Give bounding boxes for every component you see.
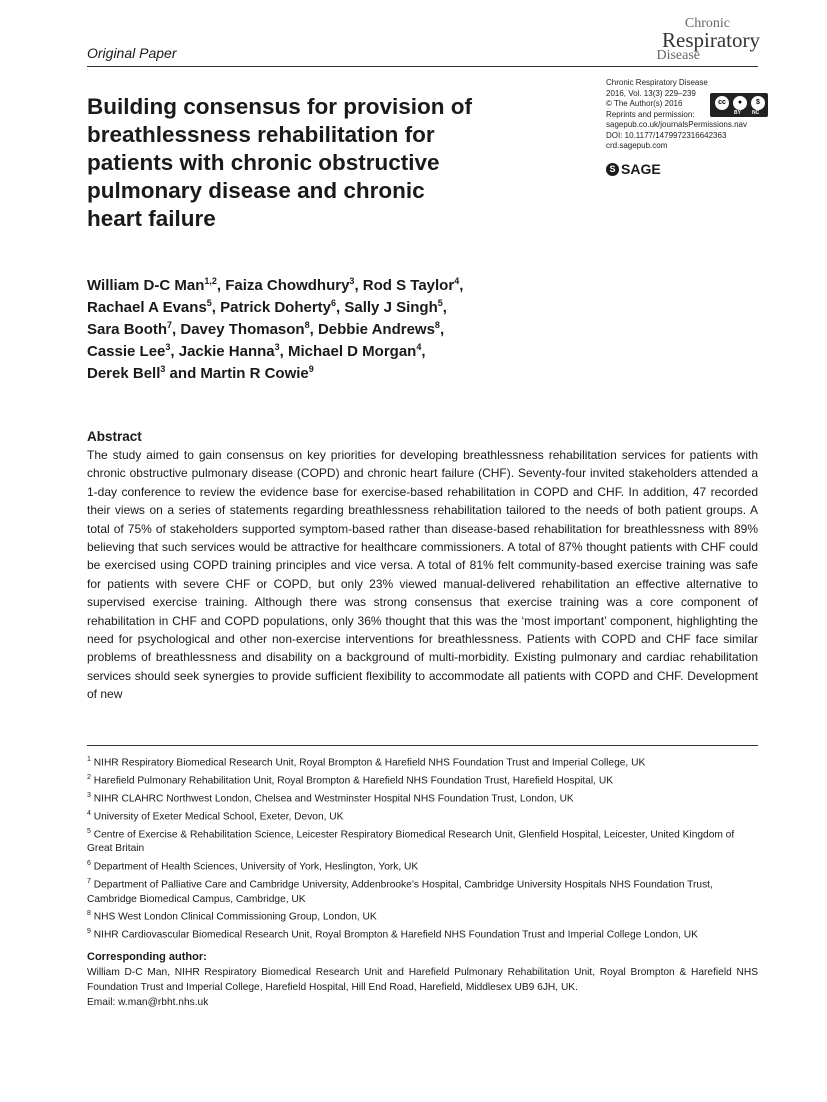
corresponding-block xyxy=(87,965,758,1010)
author-affiliation: 6 xyxy=(331,298,337,308)
journal-logo-line3: Disease xyxy=(656,48,700,63)
footnote-text: NIHR Respiratory Biomedical Research Unit, Royal Brompton & Harefield NHS Foundation Trust and Imperial College, UK xyxy=(93,757,646,769)
footnote-number: 5 xyxy=(87,827,91,835)
footnote xyxy=(87,857,758,875)
footnote-number: 4 xyxy=(87,809,91,817)
affiliation-footnotes xyxy=(87,753,758,943)
journal-logo-line1: Chronic xyxy=(684,16,730,31)
meta-site-link[interactable]: crd.sagepub.com xyxy=(606,141,668,150)
article-title xyxy=(87,93,527,233)
abstract-heading: Abstract xyxy=(87,429,142,444)
footnote-number: 8 xyxy=(87,910,91,918)
meta-reprints-link[interactable]: sagepub.co.uk/journalsPermissions.nav xyxy=(606,120,747,129)
author-affiliation: 4 xyxy=(454,276,460,286)
footnote-number: 2 xyxy=(87,773,91,781)
publisher-logo xyxy=(606,161,661,177)
author-affiliation: 5 xyxy=(437,298,443,308)
footnote-number: 3 xyxy=(87,791,91,799)
meta-doi[interactable]: DOI: 10.1177/1479972316642363 xyxy=(606,130,727,140)
title-line: breathlessness rehabilitation for xyxy=(87,122,435,147)
author-name: Cassie Lee xyxy=(87,343,166,360)
author-affiliation: 8 xyxy=(304,320,310,330)
footnote-number: 9 xyxy=(87,928,91,936)
author-name: Debbie Andrews xyxy=(317,321,435,338)
author-line: Rachael A Evans$^5$, Patrick Doherty$^6$, Sally J Singh$^5$, xyxy=(87,298,447,316)
author-affiliation: 9 xyxy=(308,364,314,374)
footnote-text: Department of Health Sciences, University of York, Heslington, York, UK xyxy=(93,861,419,873)
author-name: Davey Thomason xyxy=(180,321,305,338)
title-line: Building consensus for provision of xyxy=(87,94,473,119)
section-label: Original Paper xyxy=(87,45,177,61)
title-line: patients with chronic obstructive xyxy=(87,150,440,175)
author-affiliation: 1,2 xyxy=(204,276,217,286)
author-name: Sally J Singh xyxy=(344,299,438,316)
cc-license-badge[interactable] xyxy=(710,93,768,117)
author-affiliation: 5 xyxy=(206,298,212,308)
header-rule xyxy=(87,66,758,67)
footnote-text: Harefield Pulmonary Rehabilitation Unit, Royal Brompton & Harefield NHS Foundation Trust, Harefield Hospital, UK xyxy=(93,775,613,787)
author-affiliation: 3 xyxy=(165,342,171,352)
author-name: Martin R Cowie xyxy=(200,365,309,382)
author-name: Rachael A Evans xyxy=(87,299,207,316)
author-name: Sara Booth xyxy=(87,321,168,338)
author-line: Derek Bell$^3$ and Martin R Cowie$^9$ xyxy=(87,364,314,382)
footnote-text: Department of Palliative Care and Cambridge University, Addenbrooke’s Hospital, Cambridge University Hospitals NHS Foundation Trust, Cambridge Biomedical Campus, Cambridge, UK xyxy=(87,879,713,905)
journal-logo xyxy=(620,16,760,62)
abstract-text: The study aimed to gain consensus on key priorities for developing breathlessness rehabilitation services for patients with chronic obstructive pulmonary disease (COPD) and chronic heart failure (CHF). Seventy-four invited stakeholders attended a 1-day conference to review the evidence base for exercise-based rehabilitation in COPD and CHF. In addition, 47 recorded their views on a series of statements regarding breathlessness rehabilitation tailored to the needs of both patient groups. A total of 75% of stakeholders supported symptom-based rather than disease-based rehabilitation for breathlessness with 89% believing that such services would be attractive for healthcare commissioners. A total of 87% thought patients with CHF could be exercised using COPD training principles and vice versa. A total of 81% felt community-based exercise training was safe for patients with severe CHF or COPD, but only 23% viewed manual-delivered rehabilitation an effective alternative to supervised exercise training. Although there was strong consensus that exercise training was a core component of rehabilitation in CHF and COPD populations, only 36% thought that this was the ‘most important’ component, highlighting the need for psychological and other non-exercise interventions for breathlessness. Patients with COPD and CHF face similar problems of breathlessness and disability on a background of multi-morbidity. Existing pulmonary and cardiac rehabilitation services should seek synergies to provide sufficient flexibility to accommodate all patients with COPD and CHF. Development of new xyxy=(87,448,758,702)
cc-icon: cc xyxy=(714,95,730,111)
title-line: heart failure xyxy=(87,206,216,231)
author-affiliation: 4 xyxy=(416,342,422,352)
footnote xyxy=(87,771,758,789)
meta-journal: Chronic Respiratory Disease xyxy=(606,78,708,87)
sage-icon: S xyxy=(606,163,619,176)
footnote-text: Centre of Exercise & Rehabilitation Science, Leicester Respiratory Biomedical Research Unit, Glenfield Hospital, Leicester, United Kingdom of Great Britain xyxy=(87,828,735,855)
publisher-name: SAGE xyxy=(621,161,661,177)
author-affiliation: 7 xyxy=(167,320,173,330)
author-line: William D-C Man$^{1,2}$, Faiza Chowdhury$^3$, Rod S Taylor$^4$, xyxy=(87,276,464,294)
footnote-number: 7 xyxy=(87,877,91,885)
noncommercial-icon: $ xyxy=(750,95,766,111)
footnote-number: 6 xyxy=(87,859,91,867)
by-label: BY xyxy=(734,110,741,116)
author-name: Faiza Chowdhury xyxy=(225,277,350,294)
footnote xyxy=(87,753,758,771)
footnote-number: 1 xyxy=(87,756,91,763)
title-line: pulmonary disease and chronic xyxy=(87,178,425,203)
nc-label: NC xyxy=(752,110,760,116)
footnote-text: University of Exeter Medical School, Exeter, Devon, UK xyxy=(93,811,344,823)
author-name: Michael D Morgan xyxy=(288,343,417,360)
author-affiliation: 8 xyxy=(434,320,440,330)
footnote-text: NIHR Cardiovascular Biomedical Research Unit, Royal Brompton & Harefield NHS Foundation Trust and Imperial College London, UK xyxy=(93,929,698,941)
footnote-rule xyxy=(87,745,758,746)
author-name: Rod S Taylor xyxy=(362,277,455,294)
footnote xyxy=(87,875,758,907)
author-list xyxy=(87,275,587,385)
footnote xyxy=(87,907,758,925)
corresponding-heading: Corresponding author: xyxy=(87,951,207,963)
journal-logo-line2: Respiratory xyxy=(662,28,760,52)
footnote-text: NHS West London Clinical Commissioning Group, London, UK xyxy=(93,911,377,923)
author-affiliation: 3 xyxy=(160,364,166,374)
author-affiliation: 3 xyxy=(349,276,355,286)
author-affiliation: 3 xyxy=(274,342,280,352)
footnote xyxy=(87,925,758,943)
meta-copyright: © The Author(s) 2016 xyxy=(606,99,683,108)
author-name: Patrick Doherty xyxy=(220,299,332,316)
attribution-icon: ● xyxy=(732,95,748,111)
author-name: Derek Bell xyxy=(87,365,161,382)
author-name: Jackie Hanna xyxy=(178,343,275,360)
corresponding-text: William D-C Man, NIHR Respiratory Biomedical Research Unit and Harefield Pulmonary Rehabilitation Unit, Royal Brompton & Harefield NHS Foundation Trust and Imperial College, Harefield Hospital, Hill End Road, Harefield, Middlesex UB9 6JH, UK. xyxy=(87,967,758,993)
footnote-text: NIHR CLAHRC Northwest London, Chelsea and Westminster Hospital NHS Foundation Trust, London, UK xyxy=(93,793,574,805)
footnote xyxy=(87,807,758,825)
meta-reprints: Reprints and permission: xyxy=(606,109,695,119)
footnote xyxy=(87,825,758,857)
author-name: William D-C Man xyxy=(87,277,205,294)
footnote xyxy=(87,789,758,807)
corresponding-email[interactable]: Email: w.man@rbht.nhs.uk xyxy=(87,997,209,1008)
meta-volume: 2016, Vol. 13(3) 229–239 xyxy=(606,88,696,98)
author-line: Cassie Lee$^3$, Jackie Hanna$^3$, Michael D Morgan$^4$, xyxy=(87,342,426,360)
author-line: Sara Booth$^7$, Davey Thomason$^8$, Debbie Andrews$^8$, xyxy=(87,320,445,338)
